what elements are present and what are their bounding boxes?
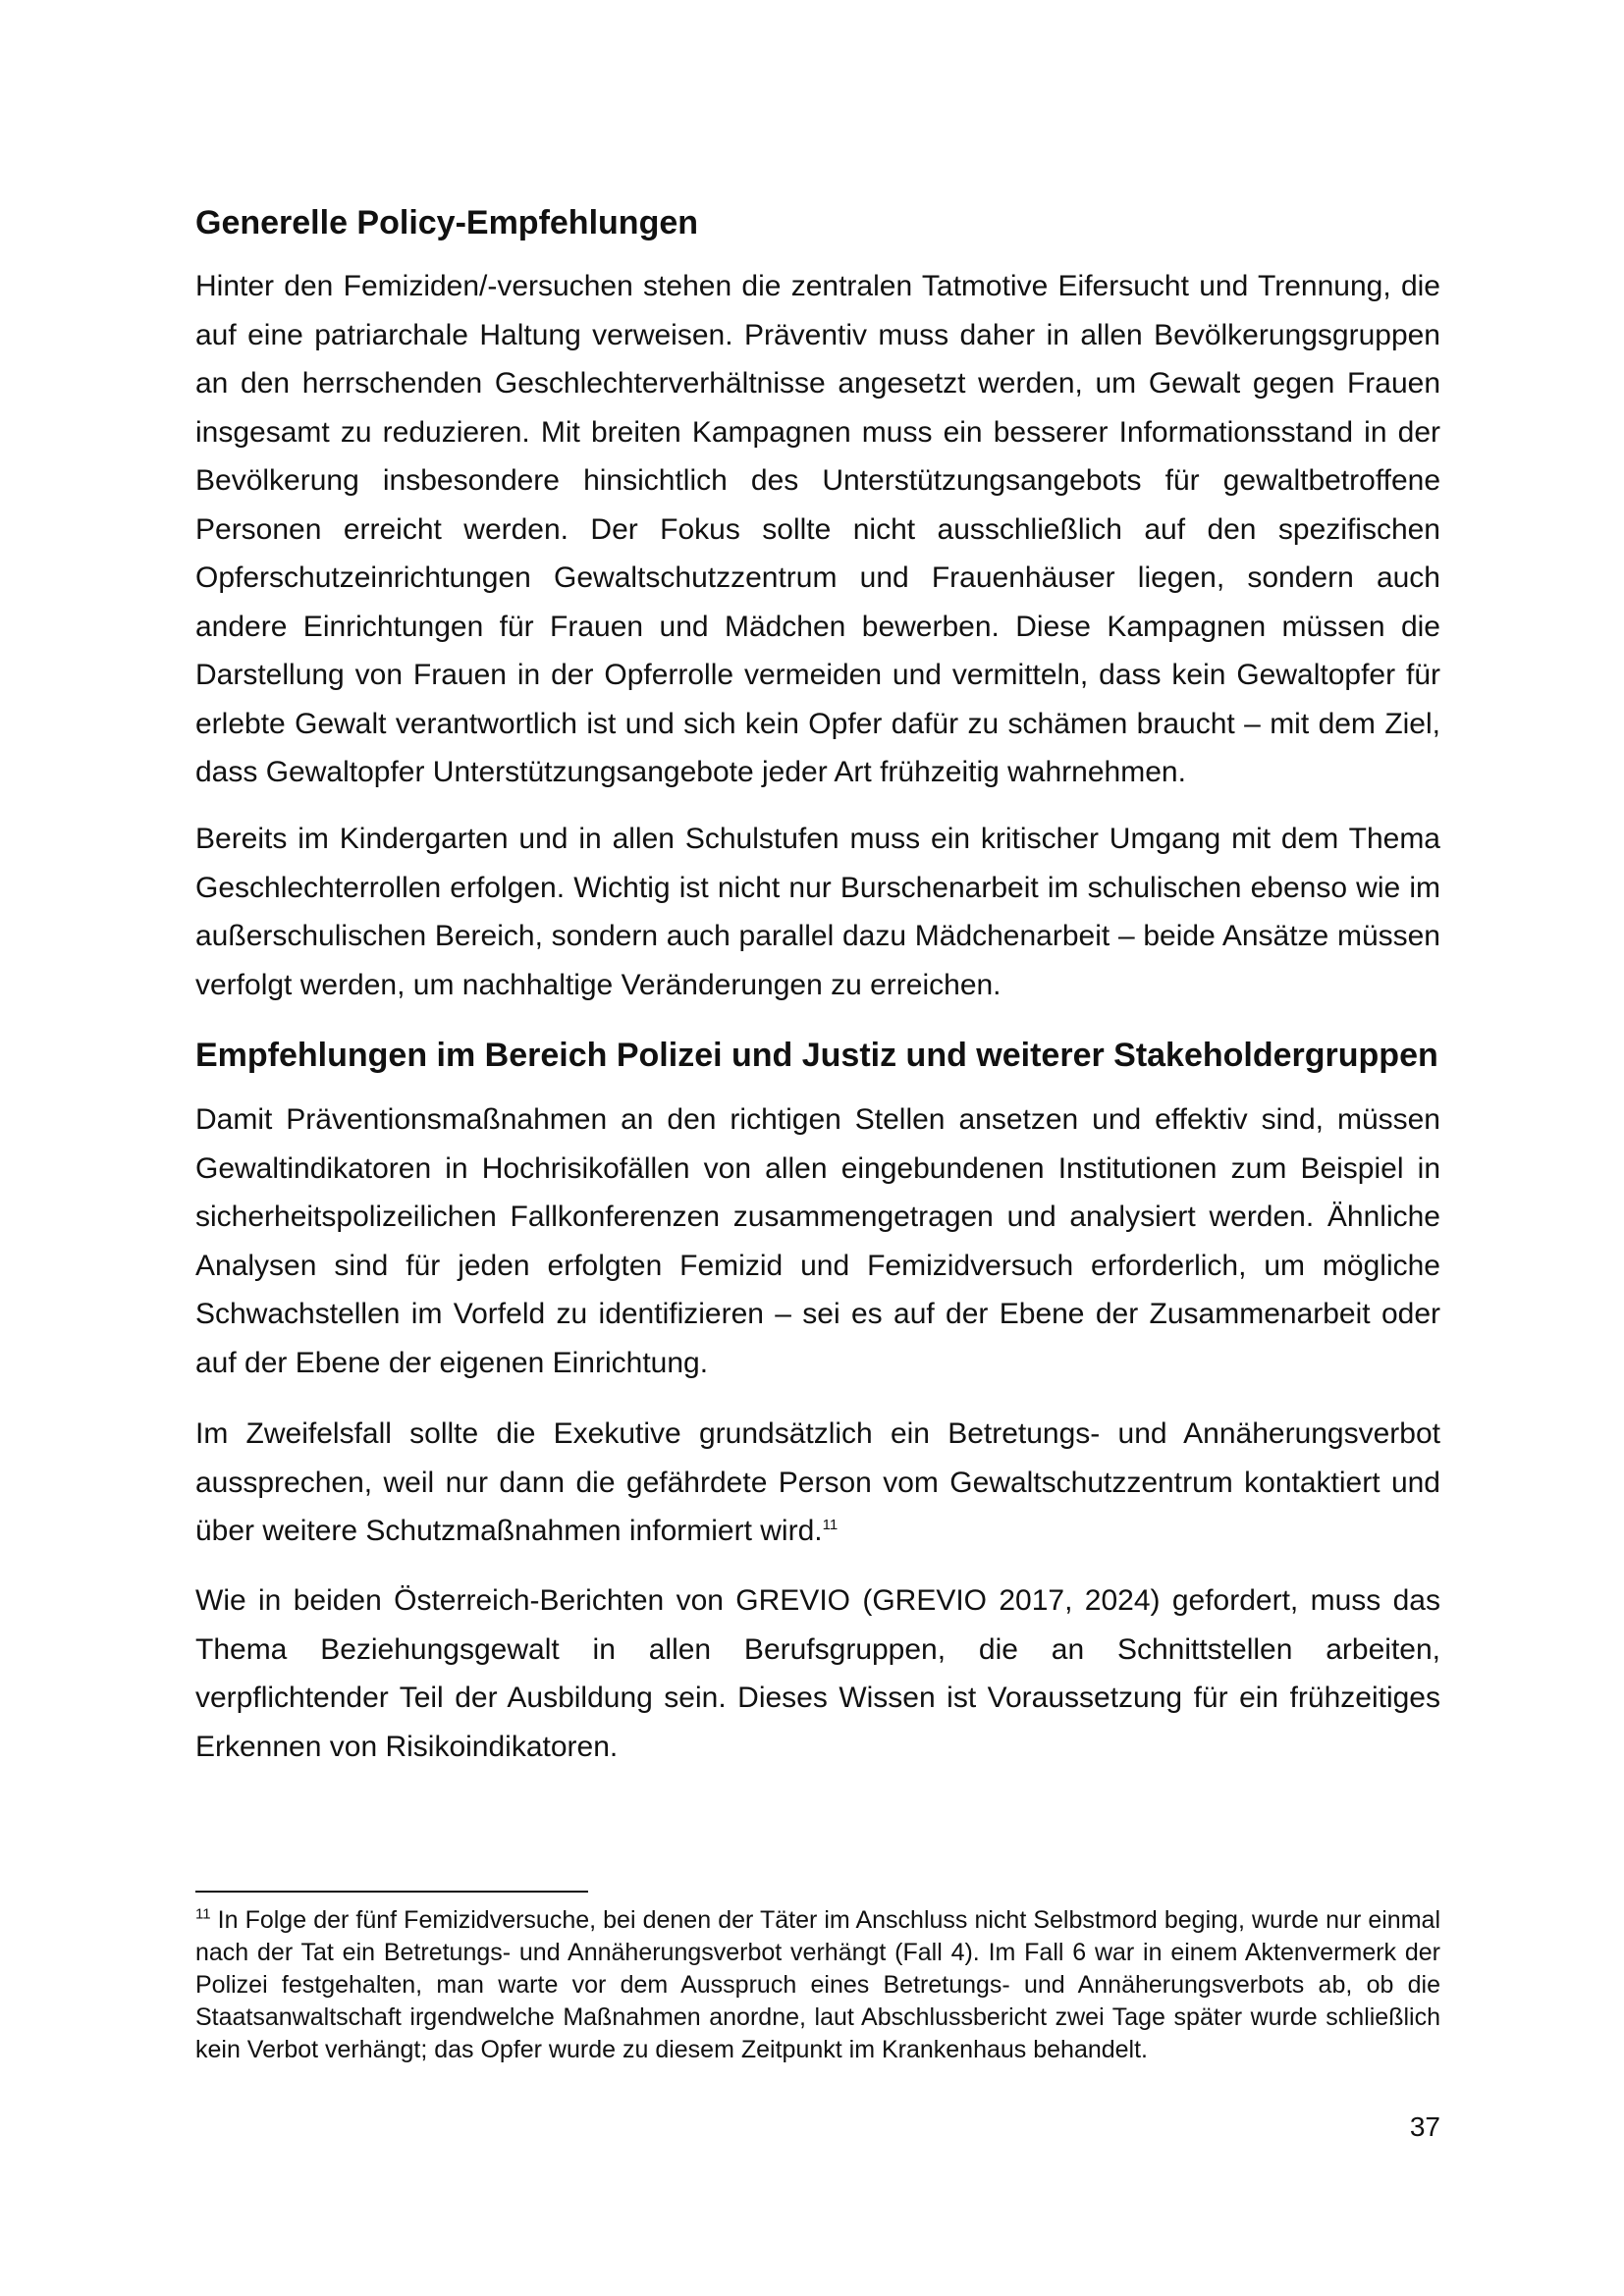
footnote-separator [195, 1891, 588, 1893]
paragraph-prevention-analysis: Damit Präventionsmaßnahmen an den richtigen Stellen ansetzen und effektiv sind, müssen Gewaltindikatoren in Hochrisikofällen von allen eingebundenen Institutionen zum Beispiel in sicherheitspolizeilichen Fallkonferenzen zusammengetragen und analysiert werden. Ähnliche Analysen sind für jeden erfolgten Femizid und Femizidversuch erforderlich, um mögliche Schwachstellen im Vorfeld zu identifizieren – sei es auf der Ebene der Zusammenarbeit oder auf der Ebene der eigenen Einrichtung. [195, 1103, 1440, 1379]
section-heading-general-policy: Generelle Policy-Empfehlungen [195, 204, 699, 241]
footnote-text: In Folge der fünf Femizidversuche, bei denen der Täter im Anschluss nicht Selbstmord beging, wurde nur einmal nach der Tat ein Betretungs- und Annäherungsverbot verhängt (Fall 4). Im Fall 6 war in einem Aktenvermerk der Polizei festgehalten, man warte vor dem Ausspruch eines Betretungs- und Annäherungsverbots ab, ob die Staatsanwaltschaft irgendwelche Maßnahmen anordne, laut Abschlussbericht zwei Tage später wurde schließlich kein Verbot verhängt; das Opfer wurde zu diesem Zeitpunkt im Krankenhaus behandelt. [195, 1906, 1440, 2063]
footnote-reference: 11 [822, 1517, 839, 1533]
paragraph-gender-roles-education: Bereits im Kindergarten und in allen Schulstufen muss ein kritischer Umgang mit dem Thema Geschlechterrollen erfolgen. Wichtig ist nicht nur Burschenarbeit im schulischen ebenso wie im außerschulischen Bereich, sondern auch parallel dazu Mädchenarbeit – beide Ansätze müssen verfolgt werden, um nachhaltige Veränderungen zu erreichen. [195, 823, 1440, 1001]
footnote [195, 1904, 1440, 2066]
document-page [195, 0, 1440, 2296]
paragraph-grevio-training: Wie in beiden Österreich-Berichten von GREVIO (GREVIO 2017, 2024) gefordert, muss das Thema Beziehungsgewalt in allen Berufsgruppen, die an Schnittstellen arbeiten, verpflichtender Teil der Ausbildung sein. Dieses Wissen ist Voraussetzung für ein frühzeitiges Erkennen von Risikoindikatoren. [195, 1584, 1440, 1763]
paragraph-exclusion-order-text: Im Zweifelsfall sollte die Exekutive grundsätzlich ein Betretungs- und Annäherungsverbot aussprechen, weil nur dann die gefährdete Person vom Gewaltschutzzentrum kontaktiert und über weitere Schutzmaßnahmen informiert wird. [195, 1417, 1440, 1547]
paragraph-policy-campaigns: Hinter den Femiziden/-versuchen stehen die zentralen Tatmotive Eifersucht und Trennung, die auf eine patriarchale Haltung verweisen. Präventiv muss daher in allen Bevölkerungsgruppen an den herrschenden Geschlechterverhältnisse angesetzt werden, um Gewalt gegen Frauen insgesamt zu reduzieren. Mit breiten Kampagnen muss ein besserer Informationsstand in der Bevölkerung insbesondere hinsichtlich des Unterstützungsangebots für gewaltbetroffene Personen erreicht werden. Der Fokus sollte nicht ausschließlich auf den spezifischen Opferschutzeinrichtungen Gewaltschutzzentrum und Frauenhäuser liegen, sondern auch andere Einrichtungen für Frauen und Mädchen bewerben. Diese Kampagnen müssen die Darstellung von Frauen in der Opferrolle vermeiden und vermitteln, dass kein Gewaltopfer für erlebte Gewalt verantwortlich ist und sich kein Opfer dafür zu schämen braucht – mit dem Ziel, dass Gewaltopfer Unterstützungsangebote jeder Art frühzeitig wahrnehmen. [195, 270, 1440, 788]
section-heading-police-justice: Empfehlungen im Bereich Polizei und Justiz und weiterer Stakeholdergruppen [195, 1037, 1438, 1074]
page-number: 37 [1409, 2111, 1440, 2142]
footnote-number: 11 [195, 1905, 211, 1923]
paragraph-exclusion-order [195, 1410, 1440, 1556]
